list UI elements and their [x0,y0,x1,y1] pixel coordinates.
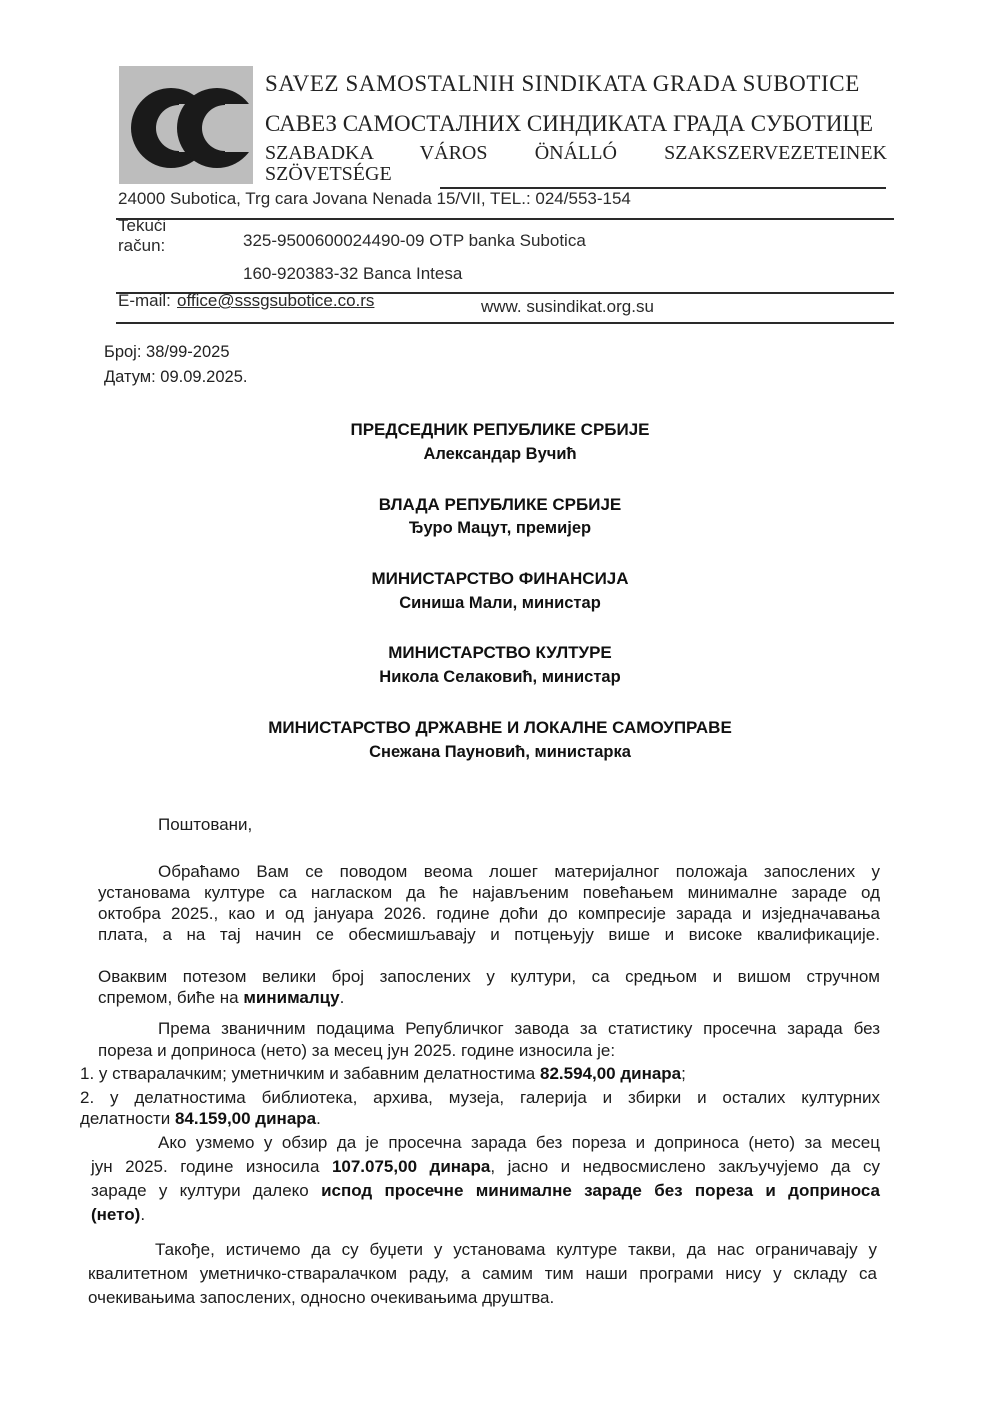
org-name-hungarian: SZABADKA VÁROS ÖNÁLLÓ SZAKSZERVEZETEINEK [265,142,887,164]
paragraph-line: Такође, истичемо да су буџети у установама културе такви, да нас ограничавају у [155,1240,877,1259]
recipient-name: Ђуро Мацут, премијер [408,519,592,537]
recipient-title: МИНИСТАРСТВО ДРЖАВНЕ И ЛОКАЛНЕ САМОУПРАВЕ [268,718,732,737]
paragraph-line: јун 2025. године износила 107.075,00 динара, јасно и недвосмислено закључујемо да су [91,1157,880,1176]
recipient-name: Синиша Мали, министар [399,594,601,612]
org-name-hungarian-2: SZÖVETSÉGE [265,163,392,185]
recipient-title: МИНИСТАРСТВО КУЛТУРЕ [388,643,612,662]
bank-account-2: 160-920383-32 Banca Intesa [243,264,463,283]
document-date: Датум: 09.09.2025. [104,368,248,386]
document-number: Број: 38/99-2025 [104,343,230,361]
paragraph-line: установама културе са нагласком да ће најављеним повећањем минималне зараде од [98,883,880,902]
recipient-name: Никола Селаковић, министар [379,668,621,686]
list-item-cont: делатности 84.159,00 динара. [80,1109,321,1128]
amount: 82.594,00 динара [539,1064,682,1083]
salutation: Поштовани, [158,815,253,834]
org-name-latin: SAVEZ SAMOSTALNIH SINDIKATA GRADA SUBOTICE [265,71,860,96]
email-label: E-mail: [118,291,171,310]
paragraph-line: (нето). [91,1205,146,1224]
emphasis-text: испод просечне минималне зараде без пореза и доприноса [321,1181,880,1200]
recipient-name: Снежана Пауновић, министарка [369,743,631,761]
paragraph-line: Оваквим потезом велики број запослених у култури, са средњом и вишом стручном [98,967,880,986]
organization-logo [119,66,253,184]
amount: 107.075,00 динара [331,1157,491,1176]
paragraph-line: Према званичним подацима Републичког завода за статистику просечна зарада без [158,1019,880,1038]
list-item: 2. у делатностима библиотека, архива, музеја, галерија и збирки и осталих културних [80,1088,880,1107]
paragraph-line: октобра 2025., као и од јануара 2026. године доћи до компресије зарада и изједначавања [98,904,880,923]
divider-line [116,218,894,220]
paragraph-line: Ако узмемо у обзир да је просечна зарада без пореза и доприноса (нето) за месец [158,1133,880,1152]
website-link[interactable]: www. susindikat.org.su [481,297,654,316]
bank-account-1: 325-9500600024490-09 OTP banka Subotica [243,231,586,250]
emphasis-text: минималцу [243,988,340,1007]
paragraph-line: квалитетном уметничко-стваралачком раду, а самим тим наши програми нису у складу са [88,1264,877,1283]
account-label: Tekući [118,216,167,235]
recipient-title: ПРЕДСЕДНИК РЕПУБЛИКЕ СРБИЈЕ [350,420,650,439]
amount: 84.159,00 динара [174,1109,317,1128]
account-label-2: račun: [118,236,166,255]
paragraph-line: плата, а на тај начин се обесмишљавају и потцењују више и високе квалификације. [98,925,880,944]
paragraph-line: Обраћамо Вам се поводом веома лошег материјалног положаја запослених у [158,862,880,881]
paragraph-line: спремом, биће на минималцу. [98,988,345,1007]
recipient-title: МИНИСТАРСТВО ФИНАНСИЈА [371,569,629,588]
org-name-cyrillic: САВЕЗ САМОСТАЛНИХ СИНДИКАТА ГРАДА СУБОТИЦЕ [265,111,874,136]
list-item: 1. у стваралачким; уметничким и забавним делатностима 82.594,00 динара; [80,1064,686,1083]
paragraph-line: очекивањима запослених, односно очекивањима друштва. [88,1288,555,1307]
recipient-title: ВЛАДА РЕПУБЛИКЕ СРБИЈЕ [378,495,622,514]
address: 24000 Subotica, Trg cara Jovana Nenada 15/VII, TEL.: 024/553-154 [118,189,631,208]
emphasis-text: (нето) [91,1205,141,1224]
divider-line [116,322,894,324]
email-link[interactable]: office@sssgsubotice.co.rs [177,291,375,310]
recipient-name: Александар Вучић [423,445,577,463]
paragraph-line: пореза и доприноса (нето) за месец јун 2025. године износила је: [98,1041,616,1060]
paragraph-line: зараде у култури далеко испод просечне минималне зараде без пореза и доприноса [91,1181,880,1200]
